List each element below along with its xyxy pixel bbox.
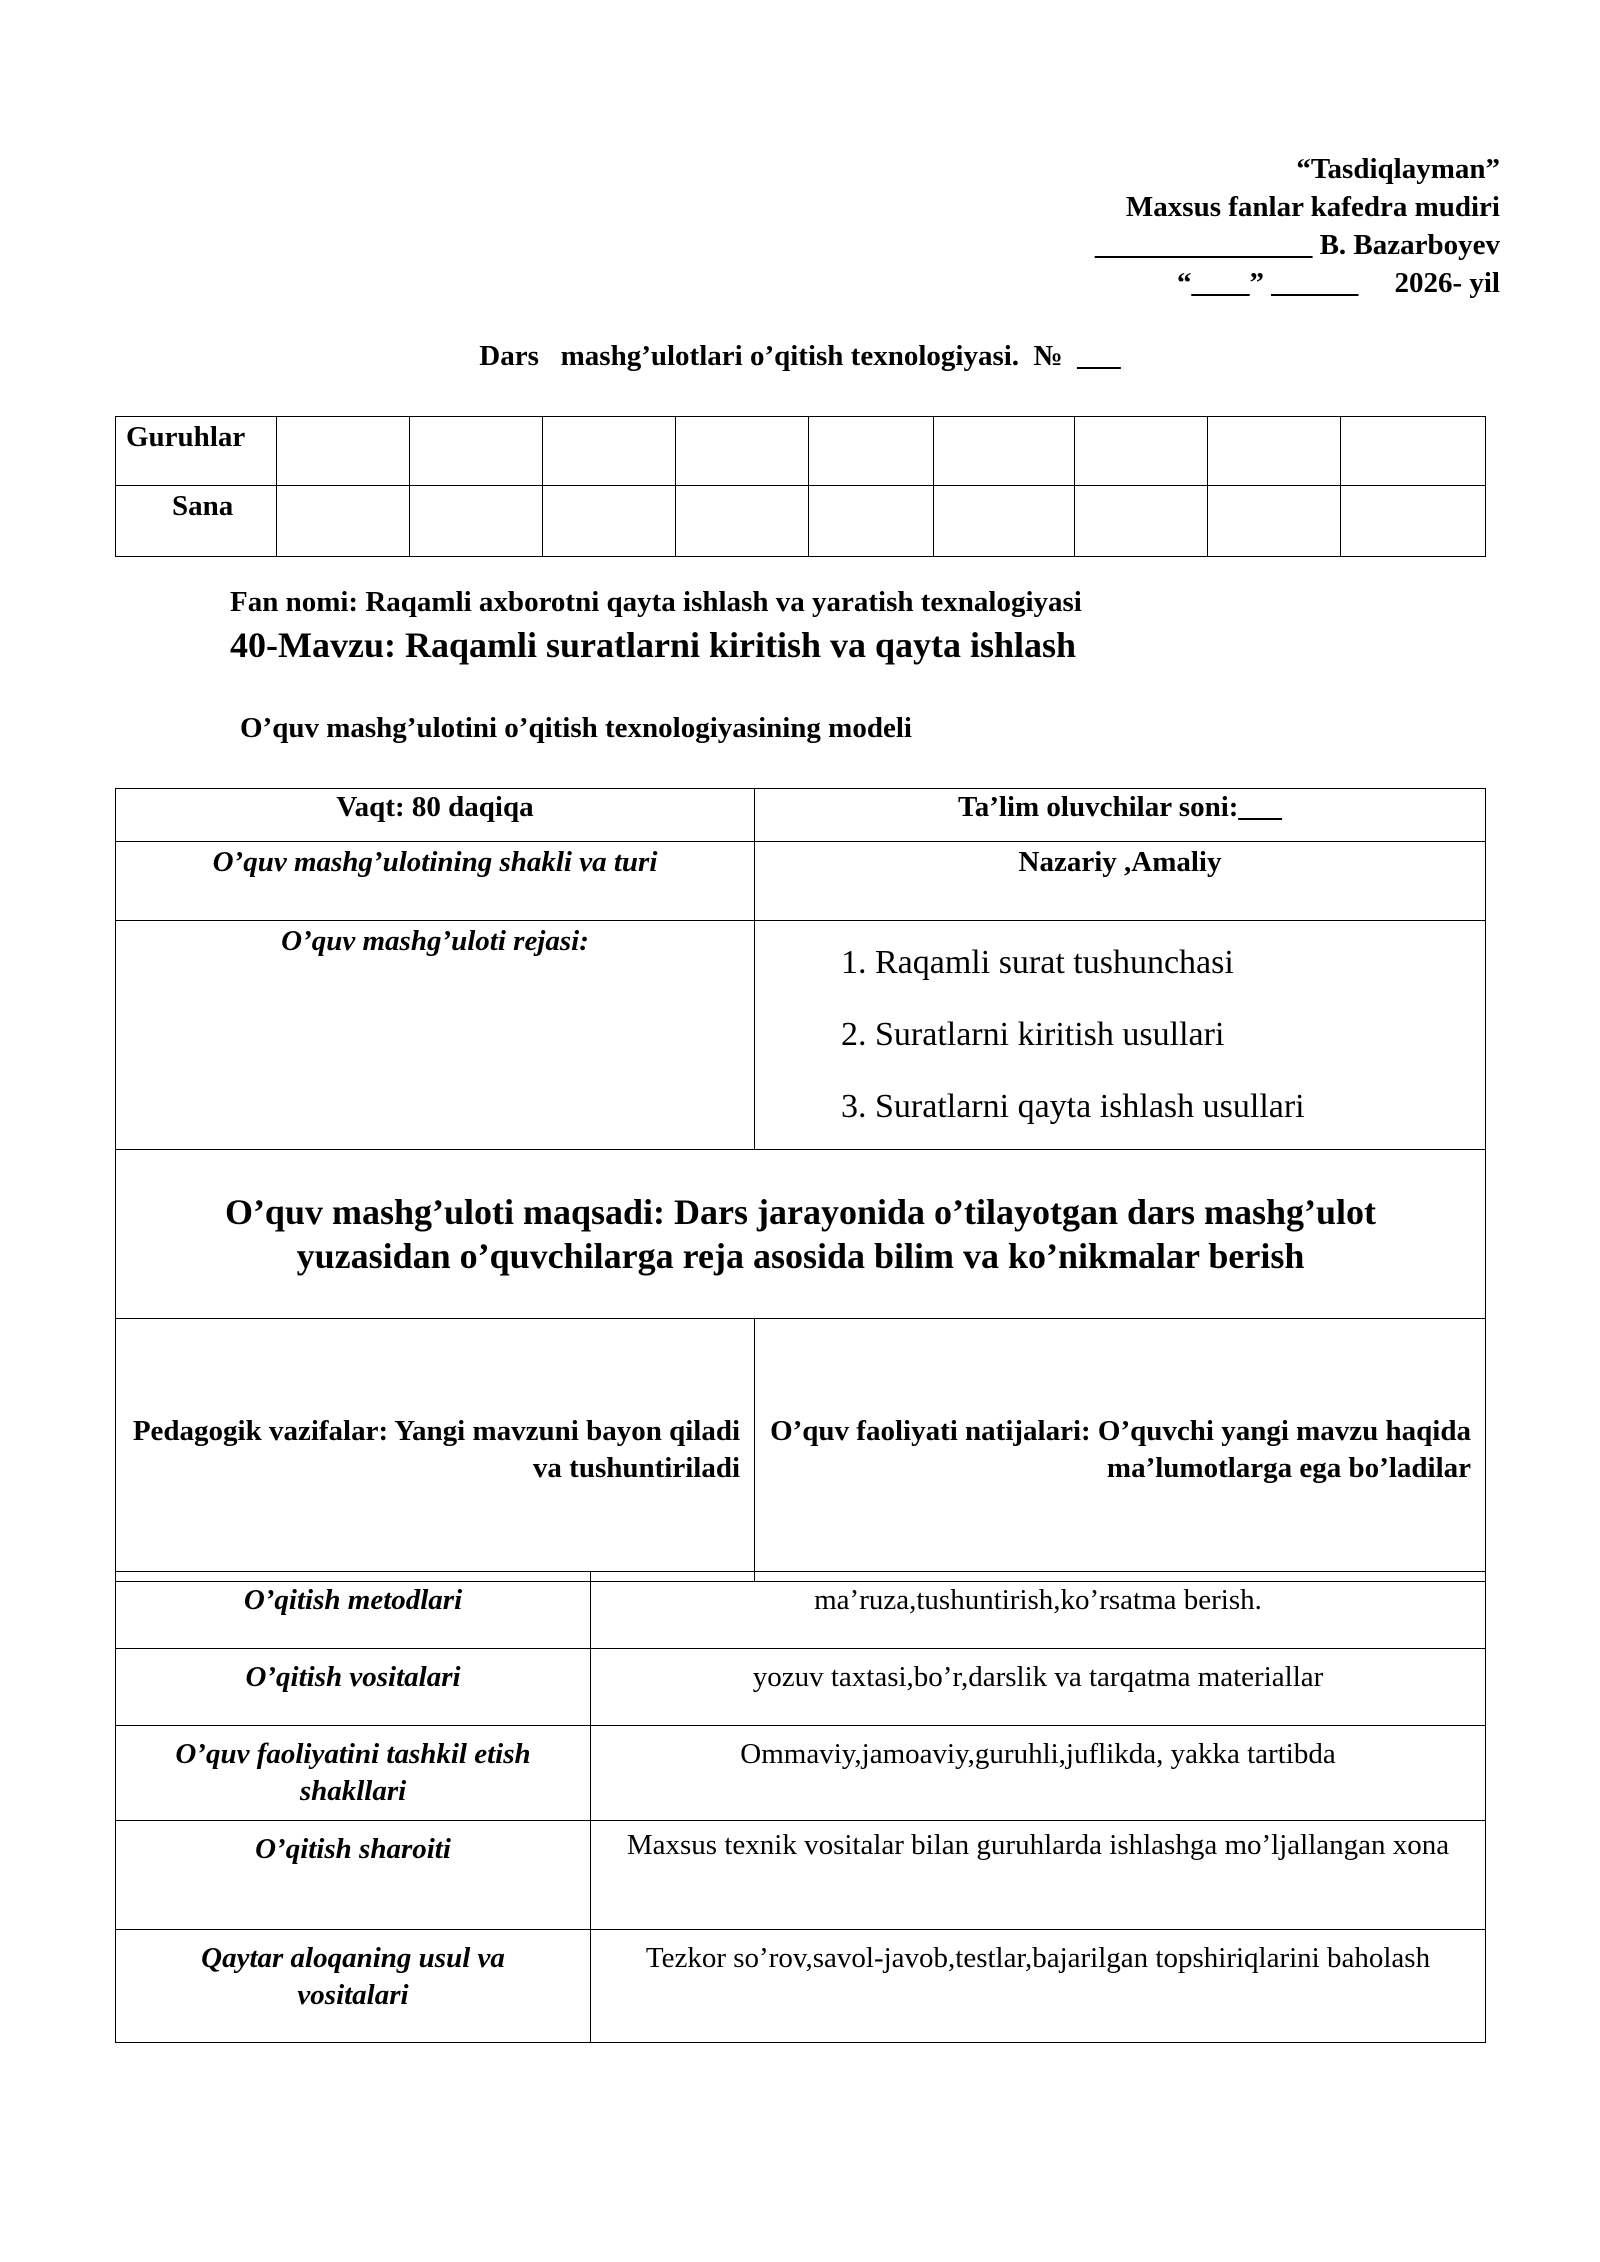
groups-row — [116, 417, 1486, 486]
methods-value: Ommaviy,jamoaviy,guruhli,juflikda, yakka tartibda — [591, 1726, 1486, 1821]
approval-signature: _______________ B. Bazarboyev — [1094, 229, 1500, 261]
date-cell[interactable] — [410, 486, 543, 557]
form-label: O’quv mashg’ulotining shakli va turi — [116, 842, 755, 921]
methods-value: yozuv taxtasi,bo’r,darslik va tarqatma materiallar — [591, 1649, 1486, 1726]
learning-results: O’quv faoliyati natijalari: O’quvchi yangi mavzu haqida ma’lumotlarga ega bo’ladilar — [755, 1319, 1486, 1582]
topic-line: 40-Mavzu: Raqamli suratlarni kiritish va qayta ishlash — [230, 625, 1077, 665]
methods-row — [116, 1572, 1486, 1649]
groups-cell[interactable] — [1075, 417, 1208, 486]
date-cell[interactable] — [1075, 486, 1208, 557]
plan-cell — [755, 921, 1486, 1150]
approval-heading: “Tasdiqlayman” — [1296, 153, 1500, 185]
date-row — [116, 486, 1486, 557]
plan-item: 3. Suratlarni qayta ishlash usullari — [875, 1071, 1485, 1143]
approval-position: Maxsus fanlar kafedra mudiri — [1125, 191, 1500, 223]
groups-cell[interactable] — [277, 417, 410, 486]
methods-label: O’qitish vositalari — [116, 1649, 591, 1726]
groups-cell[interactable] — [676, 417, 809, 486]
date-cell[interactable] — [676, 486, 809, 557]
groups-cell[interactable] — [809, 417, 934, 486]
methods-row — [116, 1930, 1486, 2043]
methods-label: O’qitish sharoiti — [116, 1821, 591, 1930]
date-cell[interactable] — [543, 486, 676, 557]
methods-label: O’quv faoliyatini tashkil etish shakllari — [116, 1726, 591, 1821]
methods-label: Qaytar aloqaning usul va vositalari — [116, 1930, 591, 2043]
groups-label: Guruhlar — [116, 417, 277, 486]
approval-block — [1095, 150, 1500, 302]
methods-value: Tezkor so’rov,savol-javob,testlar,bajarilgan topshiriqlarini baholash — [591, 1930, 1486, 2043]
date-label: Sana — [116, 486, 277, 557]
methods-value: ma’ruza,tushuntirish,ko’rsatma berish. — [591, 1572, 1486, 1649]
methods-table — [115, 1571, 1486, 2043]
pedagogical-tasks: Pedagogik vazifalar: Yangi mavzuni bayon qiladi va tushuntiriladi — [116, 1319, 755, 1582]
approval-date: “____” ______ 2026- yil — [1176, 267, 1500, 299]
date-cell[interactable] — [934, 486, 1075, 557]
goal-cell: O’quv mashg’uloti maqsadi: Dars jarayonida o’tilayotgan dars mashg’ulot yuzasidan o’quvchilarga reja asosida bilim va ko’nikmalar berish — [116, 1150, 1486, 1319]
model-row-form — [116, 842, 1486, 921]
model-title: O’quv mashg’ulotini o’qitish texnologiyasining modeli — [240, 712, 912, 744]
document-title: Dars mashg’ulotlari o’qitish texnologiyasi. № ___ — [479, 340, 1121, 372]
groups-cell[interactable] — [410, 417, 543, 486]
model-row-time — [116, 789, 1486, 842]
subject-line: Fan nomi: Raqamli axborotni qayta ishlash va yaratish texnalogiyasi — [230, 586, 1082, 618]
plan-label: O’quv mashg’uloti rejasi: — [116, 921, 755, 1150]
methods-row — [116, 1649, 1486, 1726]
plan-item: 2. Suratlarni kiritish usullari — [875, 999, 1485, 1071]
date-cell[interactable] — [809, 486, 934, 557]
methods-value: Maxsus texnik vositalar bilan guruhlarda ishlashga mo’ljallangan xona — [591, 1821, 1486, 1930]
date-cell[interactable] — [1341, 486, 1486, 557]
groups-cell[interactable] — [543, 417, 676, 486]
plan-item: 1. Raqamli surat tushunchasi — [875, 927, 1485, 999]
lesson-model-table — [115, 788, 1486, 1582]
methods-label: O’qitish metodlari — [116, 1572, 591, 1649]
time-cell: Vaqt: 80 daqiqa — [116, 789, 755, 842]
date-cell[interactable] — [1208, 486, 1341, 557]
groups-cell[interactable] — [1208, 417, 1341, 486]
plan-list — [755, 921, 1485, 1149]
groups-cell[interactable] — [1341, 417, 1486, 486]
students-count-cell: Ta’lim oluvchilar soni:___ — [755, 789, 1486, 842]
groups-table — [115, 416, 1486, 557]
date-cell[interactable] — [277, 486, 410, 557]
methods-row — [116, 1821, 1486, 1930]
methods-row — [116, 1726, 1486, 1821]
model-row-tasks — [116, 1319, 1486, 1582]
model-row-goal — [116, 1150, 1486, 1319]
model-row-plan — [116, 921, 1486, 1150]
groups-cell[interactable] — [934, 417, 1075, 486]
form-value: Nazariy ,Amaliy — [755, 842, 1486, 921]
